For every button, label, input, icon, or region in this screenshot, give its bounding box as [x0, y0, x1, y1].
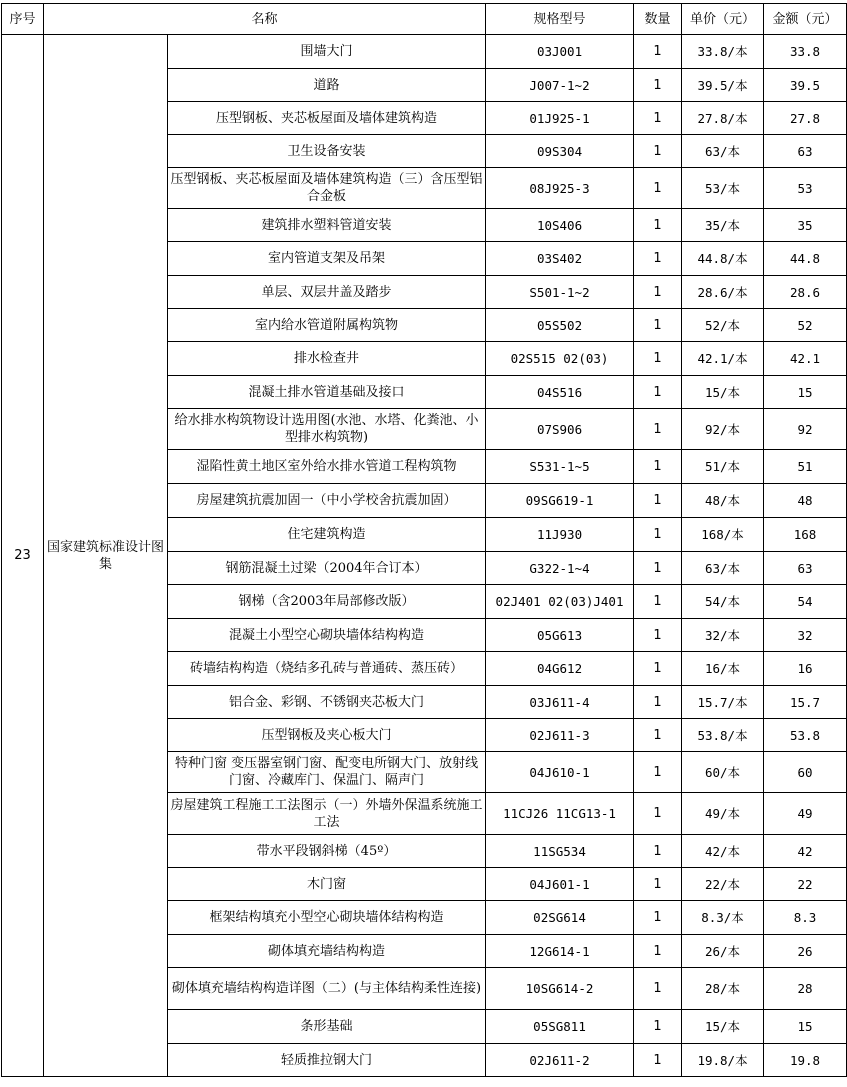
- item-amount: 15: [764, 376, 847, 409]
- item-spec: 05S502: [486, 309, 634, 342]
- item-unit-price: 15/本: [682, 1010, 764, 1044]
- item-qty: 1: [634, 686, 682, 719]
- item-spec: 04J610-1: [486, 752, 634, 793]
- item-name: 室内管道支架及吊架: [168, 242, 486, 276]
- item-spec: 02SG614: [486, 901, 634, 935]
- item-spec: 02S515 02(03): [486, 342, 634, 376]
- item-amount: 8.3: [764, 901, 847, 935]
- item-unit-price: 32/本: [682, 619, 764, 652]
- item-amount: 49: [764, 793, 847, 835]
- item-spec: J007-1~2: [486, 69, 634, 102]
- item-amount: 53: [764, 168, 847, 209]
- item-qty: 1: [634, 1010, 682, 1044]
- item-unit-price: 27.8/本: [682, 102, 764, 135]
- item-unit-price: 26/本: [682, 935, 764, 968]
- header-amount: 金额（元）: [764, 4, 847, 35]
- item-spec: 03S402: [486, 242, 634, 276]
- item-unit-price: 19.8/本: [682, 1044, 764, 1077]
- item-spec: 05G613: [486, 619, 634, 652]
- item-spec: 09SG619-1: [486, 484, 634, 518]
- item-name: 卫生设备安装: [168, 135, 486, 168]
- item-qty: 1: [634, 835, 682, 868]
- item-name: 砌体填充墙结构构造: [168, 935, 486, 968]
- item-unit-price: 35/本: [682, 209, 764, 242]
- item-qty: 1: [634, 135, 682, 168]
- item-amount: 15.7: [764, 686, 847, 719]
- item-qty: 1: [634, 752, 682, 793]
- item-amount: 54: [764, 585, 847, 619]
- item-amount: 28.6: [764, 276, 847, 309]
- item-name: 木门窗: [168, 868, 486, 901]
- item-unit-price: 53/本: [682, 168, 764, 209]
- item-qty: 1: [634, 935, 682, 968]
- item-qty: 1: [634, 552, 682, 585]
- item-amount: 52: [764, 309, 847, 342]
- table-row: [2, 35, 847, 69]
- item-amount: 27.8: [764, 102, 847, 135]
- item-name: 钢梯（含2003年局部修改版）: [168, 585, 486, 619]
- item-spec: 11CJ26 11CG13-1: [486, 793, 634, 835]
- item-amount: 53.8: [764, 719, 847, 752]
- item-spec: 03J611-4: [486, 686, 634, 719]
- item-unit-price: 51/本: [682, 450, 764, 484]
- item-qty: 1: [634, 719, 682, 752]
- item-spec: 02J401 02(03)J401: [486, 585, 634, 619]
- group-category: 国家建筑标准设计图集: [44, 35, 168, 1077]
- item-name: 给水排水构筑物设计选用图(水池、水塔、化粪池、小型排水构筑物): [168, 409, 486, 450]
- item-qty: 1: [634, 276, 682, 309]
- item-name: 特种门窗 变压器室钢门窗、配变电所钢大门、放射线门窗、冷藏库门、保温门、隔声门: [168, 752, 486, 793]
- item-amount: 22: [764, 868, 847, 901]
- header-unit-price: 单价（元）: [682, 4, 764, 35]
- item-unit-price: 92/本: [682, 409, 764, 450]
- item-qty: 1: [634, 168, 682, 209]
- item-name: 道路: [168, 69, 486, 102]
- item-spec: 09S304: [486, 135, 634, 168]
- item-unit-price: 16/本: [682, 652, 764, 686]
- item-amount: 168: [764, 518, 847, 552]
- item-spec: 10S406: [486, 209, 634, 242]
- item-amount: 42: [764, 835, 847, 868]
- item-unit-price: 54/本: [682, 585, 764, 619]
- item-amount: 63: [764, 552, 847, 585]
- item-qty: 1: [634, 484, 682, 518]
- item-unit-price: 15.7/本: [682, 686, 764, 719]
- item-name: 砖墙结构构造（烧结多孔砖与普通砖、蒸压砖）: [168, 652, 486, 686]
- item-name: 建筑排水塑料管道安装: [168, 209, 486, 242]
- item-amount: 19.8: [764, 1044, 847, 1077]
- item-name: 湿陷性黄土地区室外给水排水管道工程构筑物: [168, 450, 486, 484]
- item-qty: 1: [634, 35, 682, 69]
- item-unit-price: 42/本: [682, 835, 764, 868]
- item-amount: 28: [764, 968, 847, 1010]
- header-name: 名称: [44, 4, 486, 35]
- item-unit-price: 60/本: [682, 752, 764, 793]
- item-unit-price: 63/本: [682, 552, 764, 585]
- item-spec: 07S906: [486, 409, 634, 450]
- item-qty: 1: [634, 450, 682, 484]
- item-spec: S501-1~2: [486, 276, 634, 309]
- item-spec: 04J601-1: [486, 868, 634, 901]
- item-qty: 1: [634, 868, 682, 901]
- item-spec: 02J611-2: [486, 1044, 634, 1077]
- item-qty: 1: [634, 619, 682, 652]
- item-spec: 11J930: [486, 518, 634, 552]
- item-amount: 39.5: [764, 69, 847, 102]
- item-qty: 1: [634, 793, 682, 835]
- header-spec: 规格型号: [486, 4, 634, 35]
- item-unit-price: 8.3/本: [682, 901, 764, 935]
- item-spec: S531-1~5: [486, 450, 634, 484]
- item-qty: 1: [634, 309, 682, 342]
- item-amount: 42.1: [764, 342, 847, 376]
- item-name: 住宅建筑构造: [168, 518, 486, 552]
- item-name: 单层、双层井盖及踏步: [168, 276, 486, 309]
- item-spec: 04G612: [486, 652, 634, 686]
- item-name: 钢筋混凝土过梁（2004年合订本）: [168, 552, 486, 585]
- item-name: 压型钢板及夹心板大门: [168, 719, 486, 752]
- item-spec: 12G614-1: [486, 935, 634, 968]
- item-unit-price: 48/本: [682, 484, 764, 518]
- item-name: 轻质推拉钢大门: [168, 1044, 486, 1077]
- item-name: 砌体填充墙结构构造详图（二）(与主体结构柔性连接): [168, 968, 486, 1010]
- item-unit-price: 33.8/本: [682, 35, 764, 69]
- item-name: 压型钢板、夹芯板屋面及墙体建筑构造（三）含压型铝合金板: [168, 168, 486, 209]
- item-name: 房屋建筑抗震加固一（中小学校舍抗震加固）: [168, 484, 486, 518]
- item-unit-price: 168/本: [682, 518, 764, 552]
- item-spec: G322-1~4: [486, 552, 634, 585]
- group-seq: 23: [2, 35, 44, 1077]
- item-name: 围墙大门: [168, 35, 486, 69]
- item-name: 带水平段钢斜梯（45º）: [168, 835, 486, 868]
- item-name: 铝合金、彩钢、不锈钢夹芯板大门: [168, 686, 486, 719]
- header-row: [2, 4, 847, 35]
- item-spec: 08J925-3: [486, 168, 634, 209]
- item-qty: 1: [634, 342, 682, 376]
- item-amount: 35: [764, 209, 847, 242]
- item-spec: 11SG534: [486, 835, 634, 868]
- item-name: 排水检查井: [168, 342, 486, 376]
- item-amount: 32: [764, 619, 847, 652]
- header-qty: 数量: [634, 4, 682, 35]
- item-qty: 1: [634, 968, 682, 1010]
- item-amount: 16: [764, 652, 847, 686]
- item-amount: 26: [764, 935, 847, 968]
- item-qty: 1: [634, 1044, 682, 1077]
- item-spec: 10SG614-2: [486, 968, 634, 1010]
- item-amount: 60: [764, 752, 847, 793]
- item-spec: 04S516: [486, 376, 634, 409]
- item-qty: 1: [634, 518, 682, 552]
- item-spec: 01J925-1: [486, 102, 634, 135]
- item-qty: 1: [634, 585, 682, 619]
- item-name: 框架结构填充小型空心砌块墙体结构构造: [168, 901, 486, 935]
- price-table: [1, 3, 847, 1077]
- item-spec: 02J611-3: [486, 719, 634, 752]
- item-qty: 1: [634, 652, 682, 686]
- item-amount: 44.8: [764, 242, 847, 276]
- item-name: 压型钢板、夹芯板屋面及墙体建筑构造: [168, 102, 486, 135]
- item-unit-price: 15/本: [682, 376, 764, 409]
- item-name: 条形基础: [168, 1010, 486, 1044]
- item-amount: 33.8: [764, 35, 847, 69]
- item-unit-price: 42.1/本: [682, 342, 764, 376]
- item-qty: 1: [634, 901, 682, 935]
- item-unit-price: 39.5/本: [682, 69, 764, 102]
- item-qty: 1: [634, 242, 682, 276]
- item-qty: 1: [634, 376, 682, 409]
- item-unit-price: 63/本: [682, 135, 764, 168]
- header-seq: 序号: [2, 4, 44, 35]
- item-amount: 48: [764, 484, 847, 518]
- item-unit-price: 52/本: [682, 309, 764, 342]
- item-amount: 15: [764, 1010, 847, 1044]
- item-name: 室内给水管道附属构筑物: [168, 309, 486, 342]
- item-spec: 03J001: [486, 35, 634, 69]
- table-body: [2, 35, 847, 1077]
- item-unit-price: 53.8/本: [682, 719, 764, 752]
- item-unit-price: 28.6/本: [682, 276, 764, 309]
- item-unit-price: 28/本: [682, 968, 764, 1010]
- item-name: 混凝土小型空心砌块墙体结构构造: [168, 619, 486, 652]
- item-name: 房屋建筑工程施工工法图示（一）外墙外保温系统施工工法: [168, 793, 486, 835]
- item-qty: 1: [634, 209, 682, 242]
- item-amount: 63: [764, 135, 847, 168]
- item-amount: 92: [764, 409, 847, 450]
- item-unit-price: 22/本: [682, 868, 764, 901]
- item-amount: 51: [764, 450, 847, 484]
- item-qty: 1: [634, 102, 682, 135]
- item-unit-price: 49/本: [682, 793, 764, 835]
- item-unit-price: 44.8/本: [682, 242, 764, 276]
- item-name: 混凝土排水管道基础及接口: [168, 376, 486, 409]
- item-qty: 1: [634, 69, 682, 102]
- item-spec: 05SG811: [486, 1010, 634, 1044]
- item-qty: 1: [634, 409, 682, 450]
